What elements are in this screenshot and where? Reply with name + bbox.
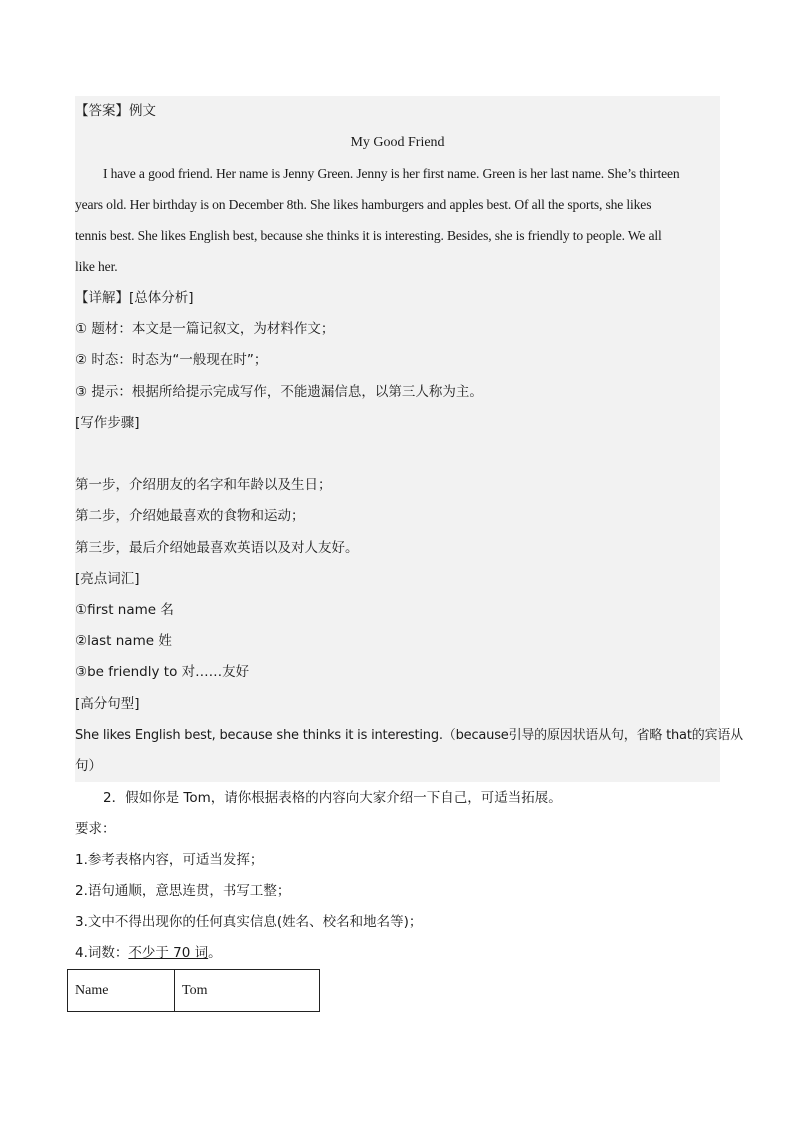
word-count-suffix: 。 xyxy=(208,945,222,961)
table-row xyxy=(68,970,320,1012)
requirement-item-2: 2.语句通顺，意思连贯，书写工整； xyxy=(75,883,291,899)
analysis-item-3: ③ 提示：根据所给提示完成写作，不能遗漏信息，以第三人称为主。 xyxy=(75,384,483,400)
vocab-item-1: ①first name 名 xyxy=(75,602,174,618)
sentence-line-1: She likes English best, because she thinks it is interesting.（because引导的原因状语从句，省略 that的宾语从 xyxy=(75,728,743,743)
table-cell-label: Name xyxy=(68,970,175,1012)
requirement-item-1: 1.参考表格内容，可适当发挥； xyxy=(75,852,264,868)
word-count-prefix: 4.词数： xyxy=(75,945,129,961)
word-count-underlined: 不少于 70 词 xyxy=(128,945,209,961)
vocab-item-3: ③be friendly to 对……友好 xyxy=(75,664,250,680)
steps-heading: [写作步骤] xyxy=(75,415,140,431)
analysis-item-1: ① 题材：本文是一篇记叙文，为材料作文； xyxy=(75,321,335,337)
essay-line-1: I have a good friend. Her name is Jenny Green. Jenny is her first name. Green is her last name. She’s thirteen xyxy=(103,166,680,181)
detail-heading: 【详解】[总体分析] xyxy=(75,290,194,306)
vocab-heading: [亮点词汇] xyxy=(75,571,140,587)
requirement-item-3: 3.文中不得出现你的任何真实信息(姓名、校名和地名等)； xyxy=(75,914,423,930)
essay-line-2: years old. Her birthday is on December 8th. She likes hamburgers and apples best. Of all the sports, she likes xyxy=(75,197,652,212)
requirements-heading: 要求： xyxy=(75,821,116,837)
step-item-3: 第三步，最后介绍她最喜欢英语以及对人友好。 xyxy=(75,540,359,556)
step-item-2: 第二步，介绍她最喜欢的食物和运动； xyxy=(75,508,305,524)
answer-heading: 【答案】例文 xyxy=(75,103,156,119)
info-table xyxy=(67,969,320,1012)
vocab-item-2: ②last name 姓 xyxy=(75,633,172,649)
step-item-1: 第一步，介绍朋友的名字和年龄以及生日； xyxy=(75,477,332,493)
table-cell-value: Tom xyxy=(175,970,320,1012)
sentence-heading: [高分句型] xyxy=(75,696,140,712)
sentence-line-2: 句） xyxy=(75,758,102,774)
essay-line-3: tennis best. She likes English best, because she thinks it is interesting. Besides, she is friendly to people. We all xyxy=(75,228,662,243)
essay-line-4: like her. xyxy=(75,259,118,274)
analysis-item-2: ② 时态：时态为“一般现在时”； xyxy=(75,352,268,368)
essay-title: My Good Friend xyxy=(350,135,445,150)
question-prompt: 2．假如你是 Tom，请你根据表格的内容向大家介绍一下自己，可适当拓展。 xyxy=(103,790,562,806)
requirement-item-4 xyxy=(75,938,720,969)
